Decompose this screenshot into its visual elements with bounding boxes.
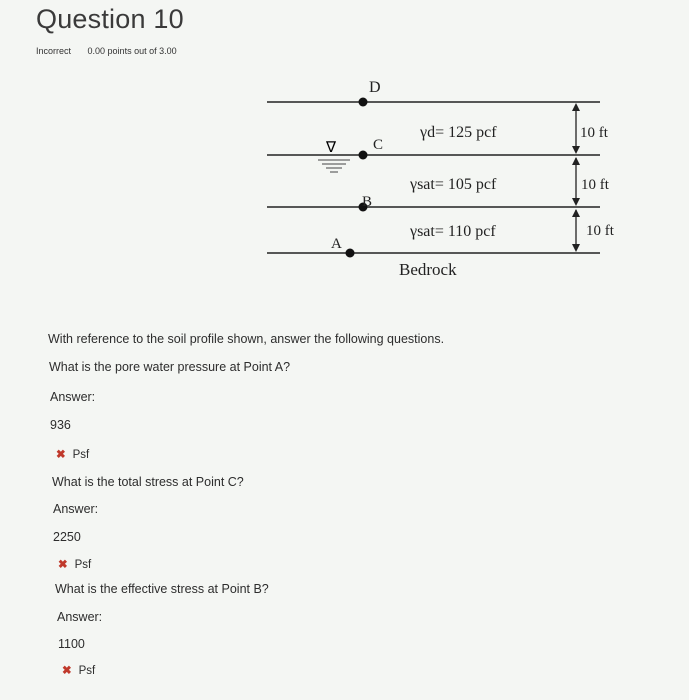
label-d: D xyxy=(369,79,381,96)
question-intro: With reference to the soil profile shown, answer the following questions. xyxy=(48,332,445,346)
status-badge: Incorrect xyxy=(36,46,72,56)
dimension-3: 10 ft xyxy=(586,223,614,239)
part1-answer-label: Answer: xyxy=(50,390,96,404)
part3-feedback xyxy=(62,663,95,677)
part2-feedback xyxy=(58,557,91,571)
part2-unit: Psf xyxy=(74,559,92,571)
part1-feedback xyxy=(56,447,89,461)
part2-answer-label: Answer: xyxy=(53,502,99,516)
question-title: Question 10 xyxy=(36,4,184,34)
bedrock-label: Bedrock xyxy=(399,260,457,279)
part3-answer-label: Answer: xyxy=(57,610,103,624)
part3-unit: Psf xyxy=(78,665,96,677)
points-text: 0.00 points out of 3.00 xyxy=(87,46,177,56)
part1-unit: Psf xyxy=(72,449,90,461)
part1-answer-input[interactable]: 936 xyxy=(50,418,71,432)
layer3-unit-weight: γsat= 110 pcf xyxy=(410,223,496,240)
label-a: A xyxy=(331,236,342,252)
soil-profile-diagram xyxy=(0,0,689,300)
point-a xyxy=(346,249,355,258)
layer1-unit-weight: γd= 125 pcf xyxy=(420,124,497,141)
incorrect-icon: ✖ xyxy=(58,559,68,571)
point-d xyxy=(359,98,368,107)
point-c xyxy=(359,151,368,160)
part3-answer-input[interactable]: 1100 xyxy=(58,637,85,651)
part2-answer-input[interactable]: 2250 xyxy=(53,530,81,544)
incorrect-icon: ✖ xyxy=(56,449,66,461)
part3-question: What is the effective stress at Point B? xyxy=(55,582,269,596)
label-b: B xyxy=(362,194,373,210)
part2-question: What is the total stress at Point C? xyxy=(52,475,244,489)
incorrect-icon: ✖ xyxy=(62,665,72,677)
water-table-symbol: ∇ xyxy=(326,140,337,156)
part1-question: What is the pore water pressure at Point A? xyxy=(49,360,291,374)
dimension-2: 10 ft xyxy=(581,177,609,193)
label-c: C xyxy=(373,137,384,153)
dimension-1: 10 ft xyxy=(580,125,608,141)
layer2-unit-weight: γsat= 105 pcf xyxy=(410,176,497,193)
